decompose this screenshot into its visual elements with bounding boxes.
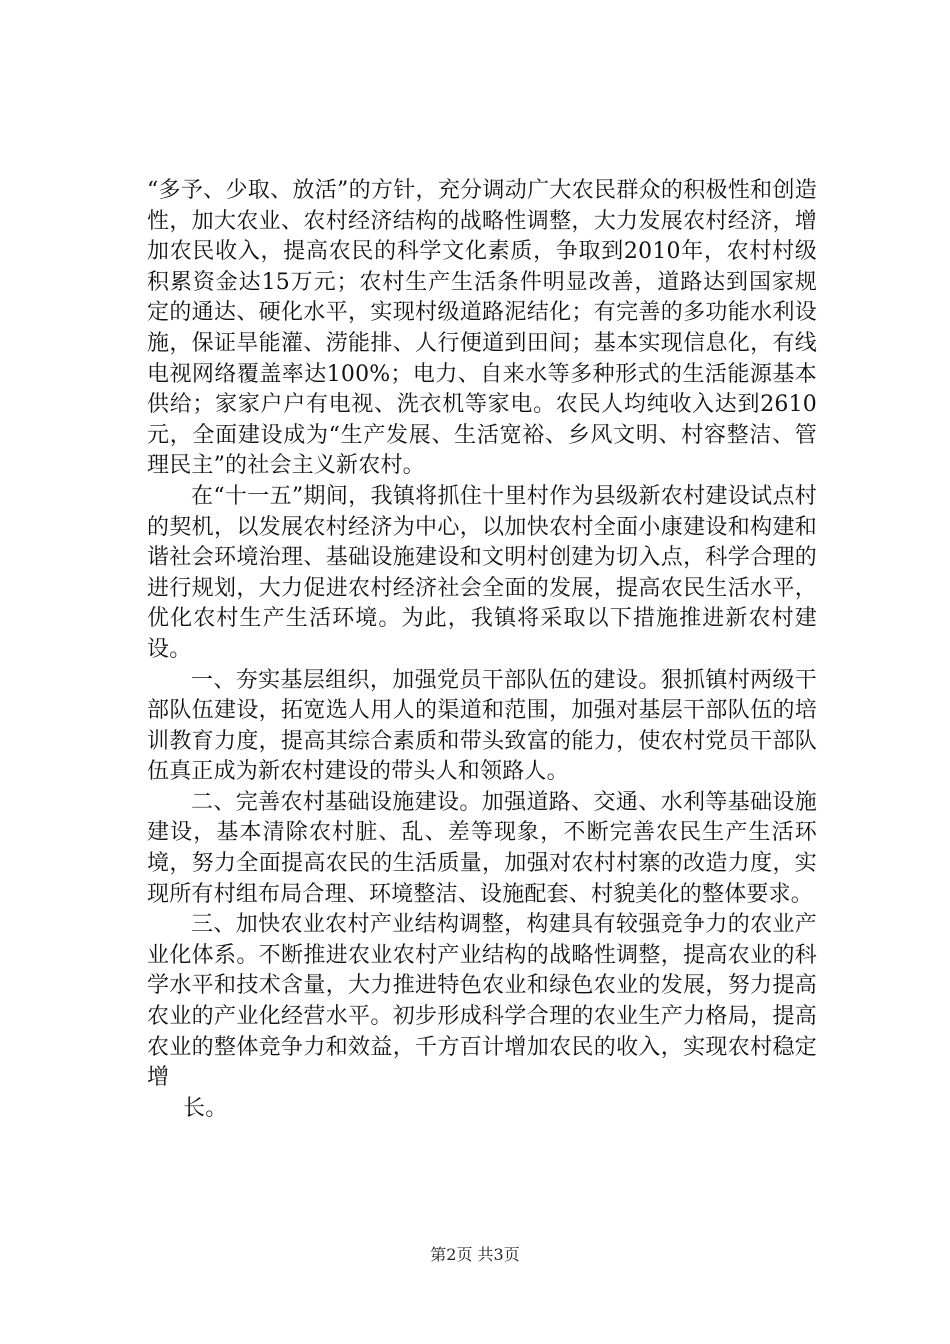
paragraph-goals: “多予、少取、放活”的方针，充分调动广大农民群众的积极性和创造性，加大农业、农村经济结构的战略性调整，大力发展农村经济，增加农民收入，提高农民的科学文化素质，争取到2010年，农村村级积累资金达15万元；农村生产生活条件明显改善，道路达到国家规定的通达、硬化水平，实现村级道路泥结化；有完善的多功能水利设施，保证旱能灌、涝能排、人行便道到田间；基本实现信息化，有线电视网络覆盖率达100%；电力、自来水等多种形式的生活能源基本供给；家家户户有电视、洗衣机等家电。农民人均纯收入达到2610元，全面建设成为“生产发展、生活宽裕、乡风文明、村容整洁、管理民主”的社会主义新农村。 [147, 178, 817, 479]
paragraph-eleventh-five-year: 在“十一五”期间，我镇将抓住十里村作为县级新农村建设试点村的契机，以发展农村经济为中心，以加快农村全面小康建设和构建和谐社会环境治理、基础设施建设和文明村创建为切入点，科学合理的进行规划，大力促进农村经济社会全面的发展，提高农民生活水平，优化农村生产生活环境。为此，我镇将采取以下措施推进新农村建设。 [147, 483, 817, 662]
paragraph-measure-three: 三、加快农业农村产业结构调整，构建具有较强竞争力的农业产业化体系。不断推进农业农村产业结构的战略性调整，提高农业的科学水平和技术含量，大力推进特色农业和绿色农业的发展，努力提高农业的产业化经营水平。初步形成科学合理的农业生产力格局，提高农业的整体竞争力和效益，千方百计增加农民的收入，实现农村稳定增 [147, 912, 817, 1091]
paragraph-measure-one: 一、夯实基层组织，加强党员干部队伍的建设。狠抓镇村两级干部队伍建设，拓宽选人用人的渠道和范围，加强对基层干部队伍的培训教育力度，提高其综合素质和带头致富的能力，使农村党员干部队伍真正成为新农村建设的带头人和领路人。 [147, 667, 817, 785]
page-number-indicator: 第2页 共3页 [430, 1245, 520, 1264]
page-footer [0, 1242, 950, 1265]
paragraph-measure-two: 二、完善农村基础设施建设。加强道路、交通、水利等基础设施建设，基本清除农村脏、乱、差等现象，不断完善农民生产生活环境，努力全面提高农民的生活质量，加强对农村村寨的改造力度，实现所有村组布局合理、环境整洁、设施配套、村貌美化的整体要求。 [147, 789, 817, 907]
paragraph-trailing-word: 长。 [183, 1095, 228, 1121]
document-body [147, 176, 817, 1124]
